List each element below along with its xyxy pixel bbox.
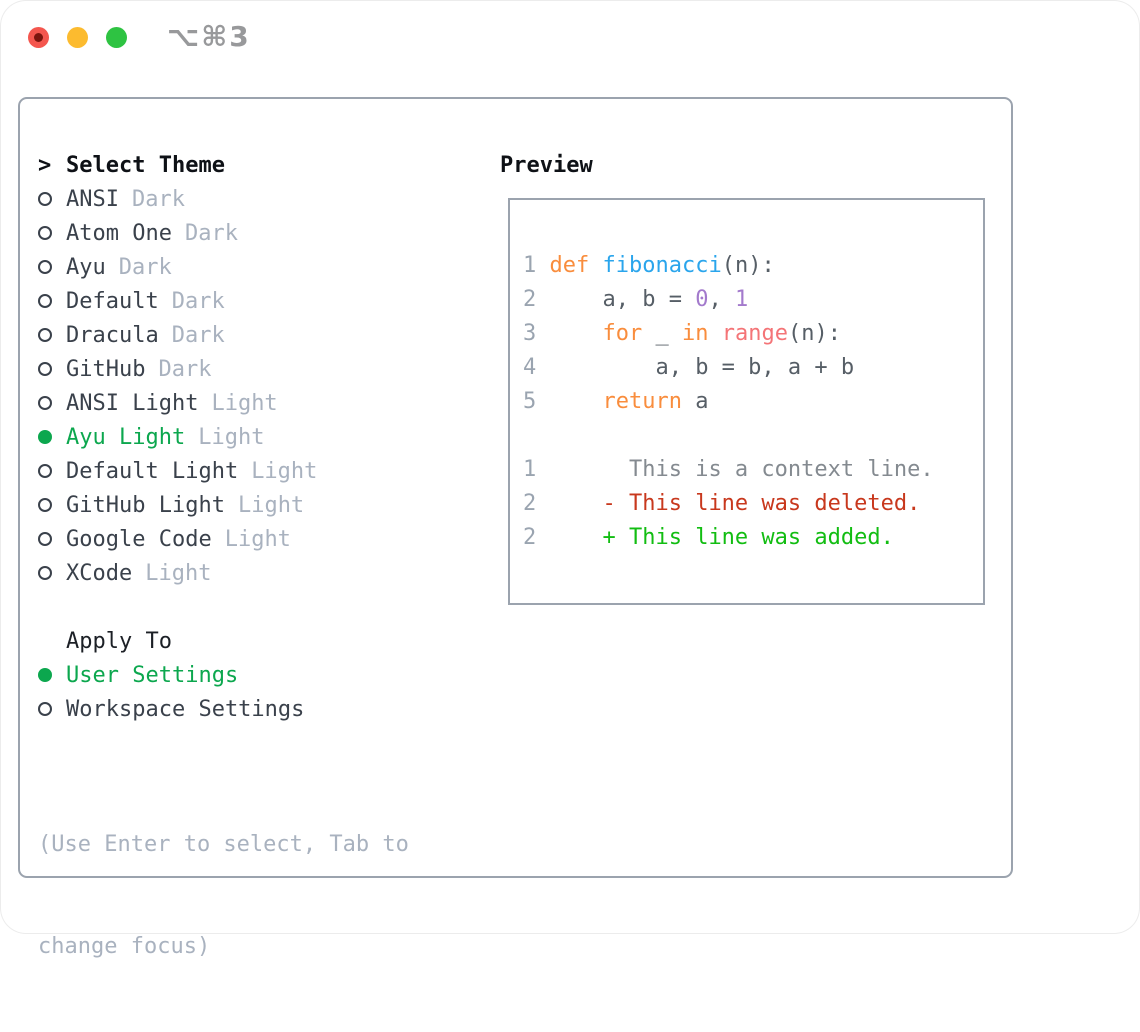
theme-list xyxy=(38,182,409,590)
hint-line: change focus) xyxy=(38,934,211,959)
diff-context-line: 1 This is a context line. xyxy=(523,457,934,482)
variant-label: Dark xyxy=(118,254,172,280)
radio-unselected-icon xyxy=(38,328,52,342)
radio-unselected-icon xyxy=(38,260,52,274)
variant-label: Light xyxy=(211,390,278,416)
apply-to-header: Apply To xyxy=(66,628,172,654)
code-line: 1 def fibonacci(n): xyxy=(523,253,775,278)
variant-label: Dark xyxy=(184,220,238,246)
theme-option-default-light-light[interactable] xyxy=(38,454,409,488)
variant-label: Dark xyxy=(171,322,225,348)
radio-selected-icon xyxy=(38,668,52,682)
option-label: User Settings xyxy=(66,662,239,688)
theme-option-dracula-dark[interactable] xyxy=(38,318,409,352)
option-label: GitHub xyxy=(66,356,146,382)
radio-unselected-icon xyxy=(38,702,52,716)
option-label: Workspace Settings xyxy=(66,696,305,722)
diff-added-line: 2 + This line was added. xyxy=(523,525,894,550)
radio-unselected-icon xyxy=(38,498,52,512)
titlebar xyxy=(0,0,1140,75)
variant-label: Light xyxy=(224,526,291,552)
radio-unselected-icon xyxy=(38,396,52,410)
code-line: 4 a, b = b, a + b xyxy=(523,355,855,380)
variant-label: Dark xyxy=(171,288,225,314)
option-label: Atom One xyxy=(66,220,172,246)
close-button[interactable] xyxy=(28,27,49,48)
zoom-button[interactable] xyxy=(106,27,127,48)
variant-label: Dark xyxy=(131,186,185,212)
option-label: ANSI xyxy=(66,186,119,212)
theme-option-ansi-dark[interactable] xyxy=(38,182,409,216)
spacer xyxy=(38,590,409,624)
hint-text xyxy=(38,760,409,1032)
window-title: ⌥⌘3 xyxy=(167,20,251,53)
option-label: Default xyxy=(66,288,159,314)
option-label: ANSI Light xyxy=(66,390,199,416)
diff-deleted-line: 2 - This line was deleted. xyxy=(523,491,921,516)
variant-label: Light xyxy=(251,458,318,484)
code-line: 5 return a xyxy=(523,389,709,414)
radio-unselected-icon xyxy=(38,566,52,580)
apply-option-workspace-settings[interactable] xyxy=(38,692,409,726)
hint-line: (Use Enter to select, Tab to xyxy=(38,832,409,857)
radio-unselected-icon xyxy=(38,226,52,240)
select-theme-title: Select Theme xyxy=(66,152,225,178)
code-line: 2 a, b = 0, 1 xyxy=(523,287,749,312)
blank-line xyxy=(523,419,983,453)
variant-label: Light xyxy=(145,560,212,586)
theme-option-ayu-light-light[interactable] xyxy=(38,420,409,454)
prompt-cursor-icon: > xyxy=(38,152,52,178)
option-label: Ayu xyxy=(66,254,106,280)
theme-option-xcode-light[interactable] xyxy=(38,556,409,590)
theme-option-atom-one-dark[interactable] xyxy=(38,216,409,250)
spacer xyxy=(38,726,409,760)
radio-unselected-icon xyxy=(38,192,52,206)
theme-option-default-dark[interactable] xyxy=(38,284,409,318)
option-label: Default Light xyxy=(66,458,239,484)
theme-picker xyxy=(38,148,409,1032)
radio-unselected-icon xyxy=(38,464,52,478)
apply-to-list xyxy=(38,658,409,726)
option-label: Ayu Light xyxy=(66,424,186,450)
radio-selected-icon xyxy=(38,430,52,444)
theme-option-github-dark[interactable] xyxy=(38,352,409,386)
option-label: XCode xyxy=(66,560,133,586)
option-label: GitHub Light xyxy=(66,492,225,518)
variant-label: Light xyxy=(198,424,265,450)
select-theme-header xyxy=(38,148,409,182)
variant-label: Dark xyxy=(158,356,212,382)
option-label: Google Code xyxy=(66,526,212,552)
radio-unselected-icon xyxy=(38,294,52,308)
close-button-dot-icon xyxy=(34,33,43,42)
radio-unselected-icon xyxy=(38,532,52,546)
main-panel xyxy=(18,97,1013,959)
theme-option-ansi-light-light[interactable] xyxy=(38,386,409,420)
code-preview xyxy=(510,200,983,555)
apply-option-user-settings[interactable] xyxy=(38,658,409,692)
radio-unselected-icon xyxy=(38,362,52,376)
theme-option-google-code-light[interactable] xyxy=(38,522,409,556)
option-label: Dracula xyxy=(66,322,159,348)
minimize-button[interactable] xyxy=(67,27,88,48)
theme-option-github-light-light[interactable] xyxy=(38,488,409,522)
theme-option-ayu-dark[interactable] xyxy=(38,250,409,284)
preview-title: Preview xyxy=(500,152,593,178)
preview-box xyxy=(508,198,985,605)
code-line: 3 for _ in range(n): xyxy=(523,321,841,346)
variant-label: Light xyxy=(237,492,305,518)
